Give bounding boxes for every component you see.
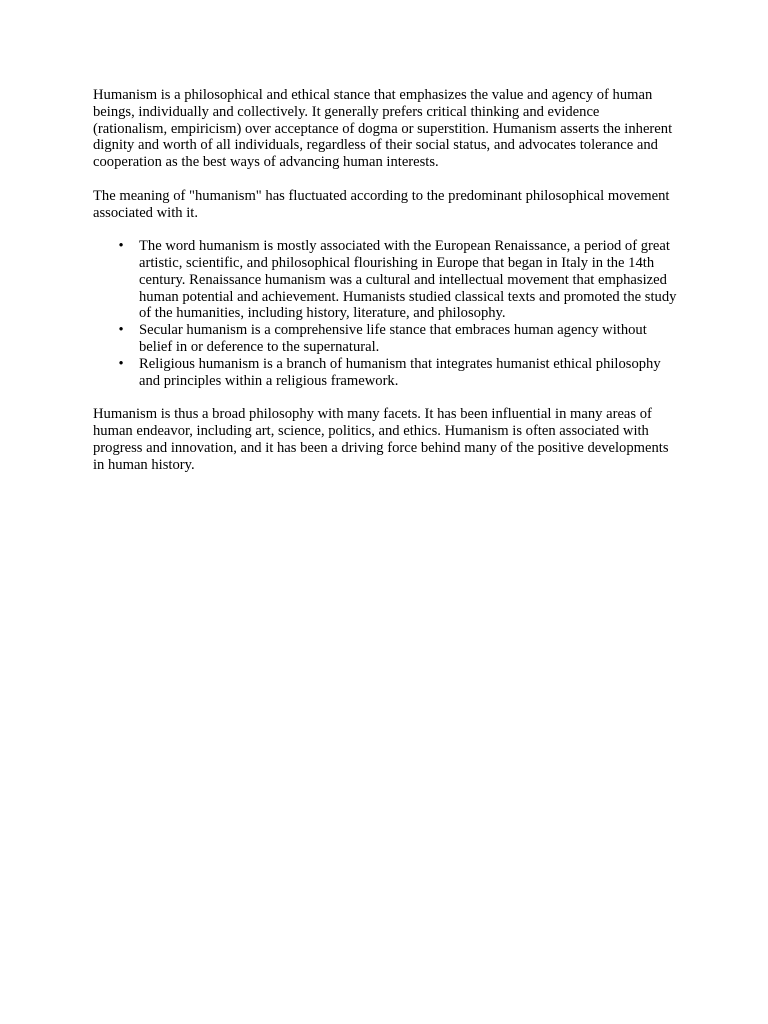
conclusion-paragraph: Humanism is thus a broad philosophy with many facets. It has been influential in many areas of human endeavor, including art, science, politics, and ethics. Humanism is often associated with progress and innovation, and it has been a driving force behind many of the positive developments in human history. xyxy=(93,406,669,473)
document-body xyxy=(93,87,677,490)
bullet-icon: • xyxy=(118,355,124,372)
bullet-icon: • xyxy=(118,322,124,339)
bullet-icon: • xyxy=(118,238,124,255)
meaning-paragraph: The meaning of "humanism" has fluctuated according to the predominant philosophical movement associated with it. xyxy=(93,187,670,221)
list-item-text: Religious humanism is a branch of humanism that integrates humanist ethical philosophy and principles within a religious framework. xyxy=(139,355,661,389)
humanism-types-list xyxy=(93,238,677,389)
list-item xyxy=(118,322,677,356)
list-item-text: The word humanism is mostly associated with the European Renaissance, a period of great artistic, scientific, and philosophical flourishing in Europe that began in Italy in the 14th century. Renaissance humanism was a cultural and intellectual movement that emphasized human potential and achievement. Humanists studied classical texts and promoted the study of the humanities, including history, literature, and philosophy. xyxy=(139,238,677,322)
list-item xyxy=(118,238,677,322)
intro-paragraph: Humanism is a philosophical and ethical stance that emphasizes the value and agency of human beings, individually and collectively. It generally prefers critical thinking and evidence (rationalism, empiricism) over acceptance of dogma or superstition. Humanism asserts the inherent dignity and worth of all individuals, regardless of their social status, and advocates tolerance and cooperation as the best ways of advancing human interests. xyxy=(93,87,673,171)
list-item xyxy=(118,355,677,390)
list-item-text: Secular humanism is a comprehensive life stance that embraces human agency without belief in or deference to the supernatural. xyxy=(139,322,647,355)
